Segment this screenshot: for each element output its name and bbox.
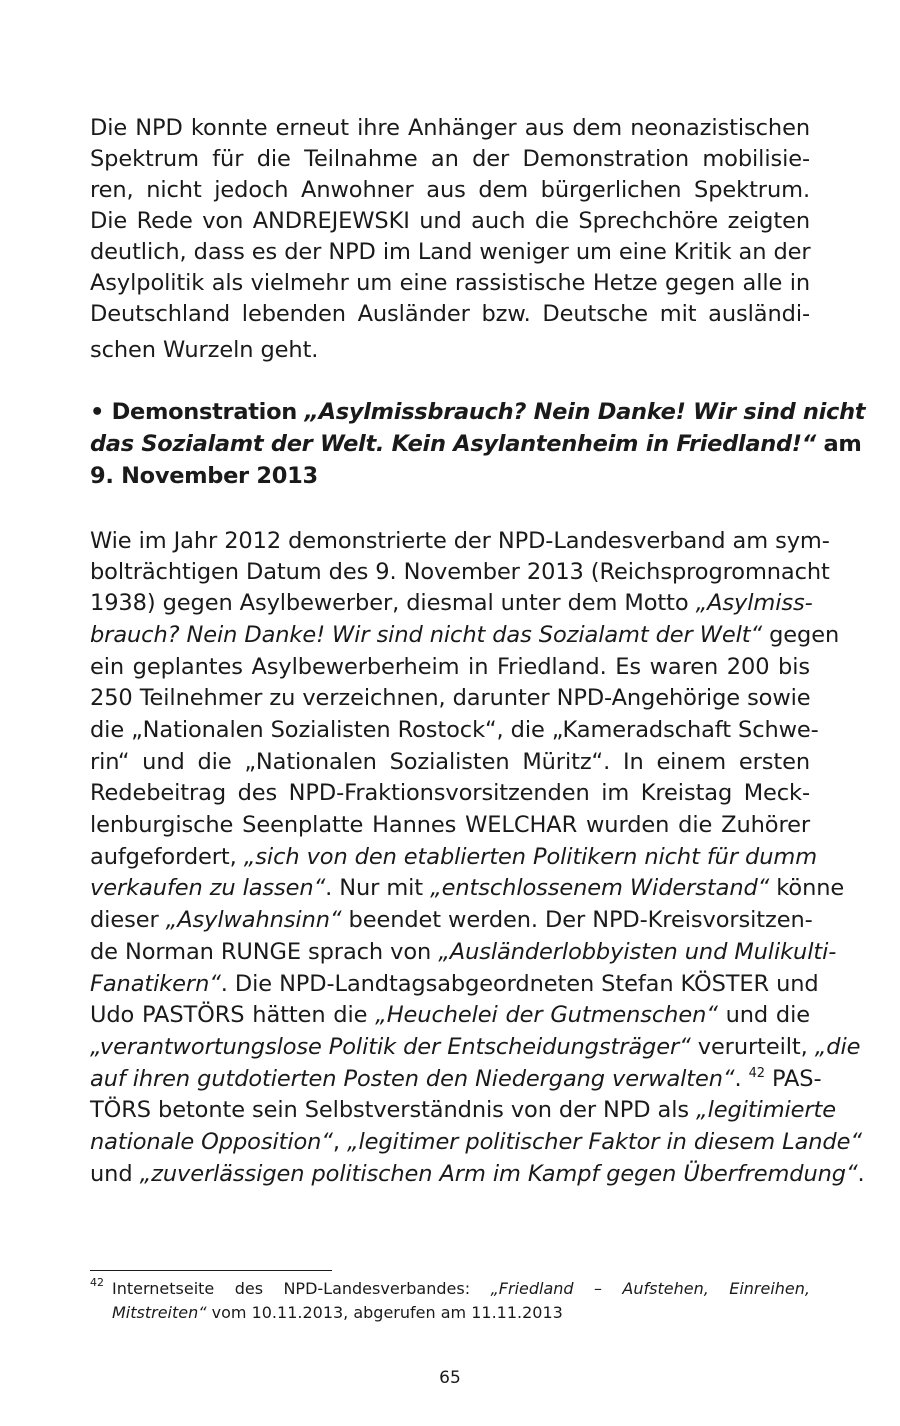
text-line: Udo PASTÖRS hätten die „Heuchelei der Gutmenschen“ und die [90, 1002, 810, 1028]
text-line: Fanatikern“. Die NPD-Landtagsabgeordneten Stefan KÖSTER und [90, 971, 819, 997]
page-number: 65 [439, 1368, 461, 1388]
text-line: rin“ und die „Nationalen Sozialisten Müritz“. In einem ersten [90, 749, 810, 775]
heading-line: • Demonstration „Asylmissbrauch? Nein Danke! Wir sind nicht [90, 399, 866, 425]
footnote-line: Mitstreiten“ vom 10.11.2013, abgerufen am 11.11.2013 [112, 1303, 563, 1322]
text-line: Spektrum für die Teilnahme an der Demonstration mobilisie- [90, 146, 810, 172]
text-line: auf ihren gutdotierten Posten den Niedergang verwalten“. $^{42}$ PAS- [90, 1066, 822, 1092]
heading-line: das Sozialamt der Welt. Kein Asylantenheim in Friedland!“ am [90, 431, 862, 457]
text-line: Die NPD konnte erneut ihre Anhänger aus dem neonazistischen [90, 115, 810, 141]
text-line: verkaufen zu lassen“. Nur mit „entschlossenem Widerstand“ könne [90, 875, 845, 901]
text-line: ein geplantes Asylbewerberheim in Friedland. Es waren 200 bis [90, 654, 810, 680]
text-line: bolträchtigen Datum des 9. November 2013 (Reichsprogromnacht [90, 559, 830, 585]
text-line: nationale Opposition“, „legitimer politischer Faktor in diesem Lande“ [90, 1129, 862, 1155]
text-line: Deutschland lebenden Ausländer bzw. Deutsche mit ausländi- [90, 301, 810, 327]
footnote-reference: 42 [748, 1066, 765, 1081]
text-line: die „Nationalen Sozialisten Rostock“, die „Kameradschaft Schwe- [90, 717, 819, 743]
text-line: lenburgische Seenplatte Hannes WELCHAR wurden die Zuhörer [90, 812, 810, 838]
heading-line: 9. November 2013 [90, 463, 318, 489]
footnote-line: Internetseite des NPD-Landesverbandes: „Friedland – Aufstehen, Einreihen, [112, 1279, 810, 1298]
text-line: Redebeitrag des NPD-Fraktionsvorsitzenden im Kreistag Meck- [90, 780, 810, 806]
text-line: dieser „Asylwahnsinn“ beendet werden. Der NPD-Kreisvorsitzen- [90, 907, 813, 933]
text-line: 1938) gegen Asylbewerber, diesmal unter dem Motto „Asylmiss- [90, 590, 813, 616]
text-line: de Norman RUNGE sprach von „Ausländerlobbyisten und Mulikulti- [90, 939, 837, 965]
text-line: deutlich, dass es der NPD im Land weniger um eine Kritik an der [90, 239, 811, 265]
text-line: TÖRS betonte sein Selbstverständnis von der NPD als „legitimierte [90, 1097, 837, 1123]
text-line: Wie im Jahr 2012 demonstrierte der NPD-Landesverband am sym- [90, 528, 830, 554]
text-line: Die Rede von ANDREJEWSKI und auch die Sprechchöre zeigten [90, 208, 810, 234]
text-line: Asylpolitik als vielmehr um eine rassistische Hetze gegen alle in [90, 270, 810, 296]
text-line: und „zuverlässigen politischen Arm im Kampf gegen Überfremdung“. [90, 1161, 865, 1187]
text-line: aufgefordert, „sich von den etablierten Politikern nicht für dumm [90, 844, 818, 870]
text-line: ren, nicht jedoch Anwohner aus dem bürgerlichen Spektrum. [90, 177, 810, 203]
text-line: 250 Teilnehmer zu verzeichnen, darunter NPD-Angehörige sowie [90, 685, 811, 711]
text-line: brauch? Nein Danke! Wir sind nicht das Sozialamt der Welt“ gegen [90, 622, 840, 648]
text-line: „verantwortungslose Politik der Entscheidungsträger“ verurteilt, „die [90, 1034, 861, 1060]
footnote-divider [90, 1270, 332, 1271]
page [90, 0, 866, 1426]
footnote-number: 42 [90, 1276, 104, 1289]
text-line: schen Wurzeln geht. [90, 337, 319, 363]
